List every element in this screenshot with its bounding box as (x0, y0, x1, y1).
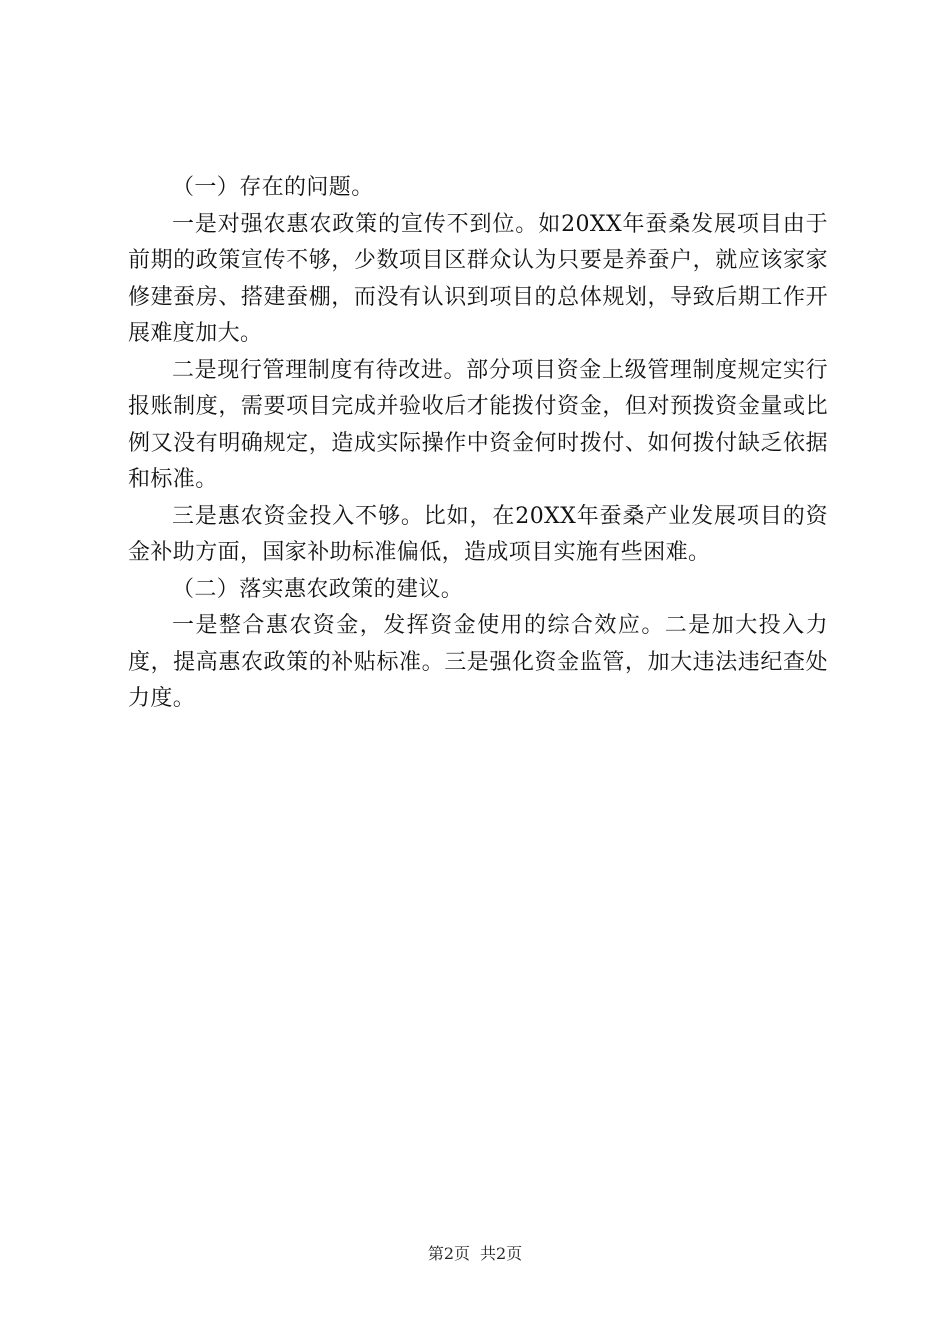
section-heading-suggestions: （二）落实惠农政策的建议。 (172, 576, 464, 602)
page-number-total: 共2页 (480, 1244, 523, 1263)
section-heading-problems: （一）存在的问题。 (172, 175, 374, 200)
paragraph-problem-3: 三是惠农资金投入不够。比如，在20XX年蚕桑产业发展项目的资金补助方面，国家补助标准偏低，造成项目实施有些困难。 (128, 503, 828, 565)
page-number-current: 第2页 (427, 1244, 470, 1263)
page-footer (0, 1244, 950, 1264)
paragraph-problem-2: 二是现行管理制度有待改进。部分项目资金上级管理制度规定实行报账制度，需要项目完成并验收后才能拨付资金，但对预拨资金量或比例又没有明确规定，造成实际操作中资金何时拨付、如何拨付缺乏依据和标准。 (128, 357, 828, 492)
paragraph-problem-1: 一是对强农惠农政策的宣传不到位。如20XX年蚕桑发展项目由于前期的政策宣传不够，少数项目区群众认为只要是养蚕户，就应该家家修建蚕房、搭建蚕棚，而没有认识到项目的总体规划，导致后期工作开展难度加大。 (128, 211, 828, 346)
document-body (128, 170, 828, 718)
paragraph-suggestions: 一是整合惠农资金，发挥资金使用的综合效应。二是加大投入力度，提高惠农政策的补贴标准。三是强化资金监管，加大违法违纪查处力度。 (128, 613, 828, 711)
